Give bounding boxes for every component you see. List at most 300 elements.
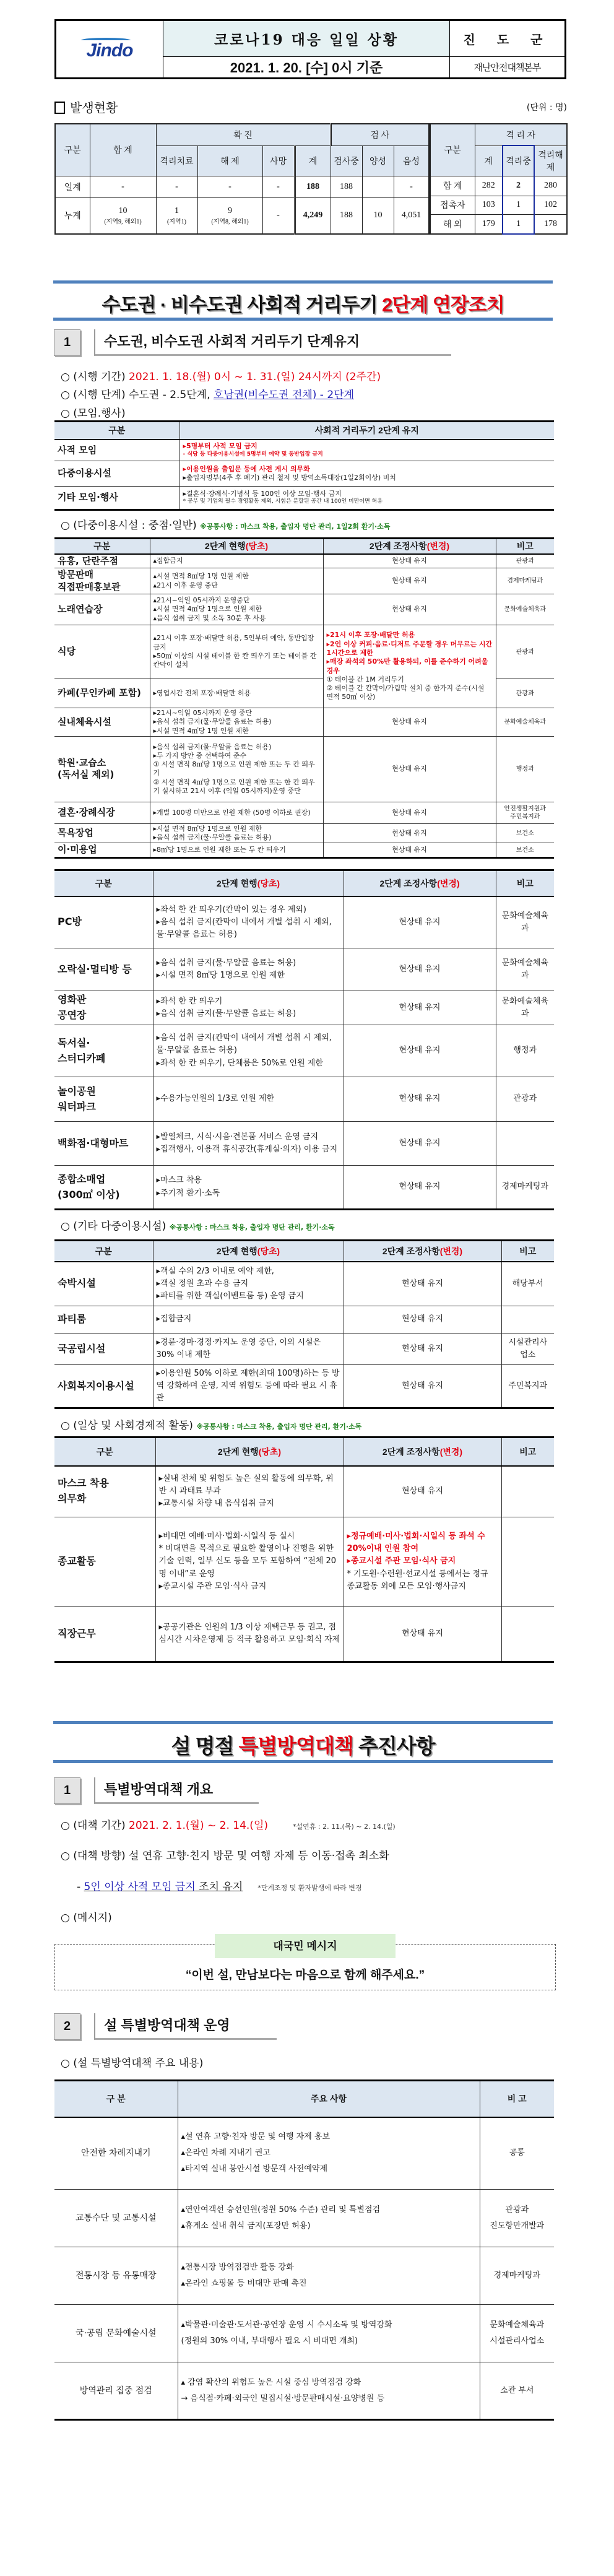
cell-line: ① 시설 면적 8㎡당 1명으로 인원 제한 또는 두 칸 띄우기 [153, 760, 315, 778]
table-row [55, 197, 429, 234]
cell-line: 현상태 유지 [402, 1628, 443, 1638]
cell-line: ▴ 감염 확산의 위험도 높은 시설 중심 방역점검 강화 [181, 2377, 361, 2387]
changed-rule-cell [344, 1607, 501, 1662]
cell-line: ▴21시 이후 포장·배달만 허용, 5인부터 예약, 동반입장 금지 [153, 634, 314, 651]
current-rule-cell [153, 1306, 344, 1334]
bullet-label: ○ (일상 및 사회경제적 활동) [61, 1420, 197, 1432]
bullet-gathering-ban [77, 1878, 362, 1893]
header-row [54, 539, 554, 554]
ban-tail: 조치 유지 [195, 1881, 243, 1893]
col-death: 사망 [262, 145, 295, 176]
changed-rule-cell [323, 708, 496, 737]
cell-line: ▸발열체크, 시식·시음·견본품 서비스 운영 금지 [156, 1132, 318, 1142]
name-cell [54, 1025, 153, 1077]
cell-line: (정원의 30% 이내, 부대행사 필요 시 비대면 개최) [181, 2336, 358, 2346]
report-header [54, 19, 566, 79]
cell-line: ▴시설 면적 8㎡당 1명 인원 제한 [153, 572, 249, 581]
cell-line: 결혼·장례식장 [58, 807, 115, 818]
col-category: 구분 [55, 124, 90, 176]
banner-text: 수도권 · 비수도권 사회적 거리두기 [102, 294, 383, 316]
negative-cell: - [394, 176, 429, 197]
cell-line: 카페(무인카페 포함) [58, 687, 141, 699]
cell-line: ▸좌석 한 칸 띄우기(칸막이 있는 경우 제외) [156, 904, 306, 914]
table-row [54, 554, 554, 568]
cell-line: ▸두 가지 방안 중 선택하여 준수 [153, 751, 247, 760]
cell-line: ▴휴게소 실내 취식 금지(포장만 허용) [181, 2221, 311, 2231]
bullet-label: ○ (기타 다중이용시설) [61, 1220, 170, 1233]
banner-title-2 [53, 1730, 553, 1759]
facility-rules-table-2 [54, 869, 554, 1210]
cell-line: 현상태 유지 [402, 1278, 443, 1288]
bullet-daily [61, 1416, 361, 1432]
col-total: 합 계 [90, 124, 156, 176]
name-cell [54, 1306, 153, 1334]
header-text: 구분 [93, 541, 111, 552]
header-text: 2단계 현행 [217, 1446, 259, 1457]
cell-line: ▸마스크 착용 [156, 1176, 202, 1186]
name-cell [54, 2247, 178, 2305]
banner-text: 설 명절 [171, 1735, 239, 1758]
death-cell: - [262, 197, 295, 234]
cell-line: 의무화 [58, 1493, 87, 1505]
name-cell [54, 487, 179, 510]
cell-line: 현상태 유지 [392, 605, 427, 614]
cell-line: ▸음식 섭취 금지(물·무알콜 음료는 허용) [153, 833, 272, 842]
cell-line: ▸2인 이상 커피·음료·디저트 주문할 경우 머무르는 시간 1시간으로 제한 [326, 640, 493, 657]
cell-line: 교통수단 및 교통시설 [75, 2213, 157, 2223]
cell-line: (300㎡ 이상) [58, 1188, 120, 1200]
header-text: 2단계 조정사항 [382, 1246, 440, 1256]
dash: - [77, 1881, 84, 1893]
gathering-rules-table [54, 420, 554, 511]
column-header [54, 870, 153, 896]
current-rule-cell [150, 802, 323, 823]
cell-line: ▸21시~익일 05시까지 운영 중단 [153, 709, 252, 717]
current-rule-cell [153, 1262, 344, 1306]
table-row [54, 461, 554, 487]
current-rule-cell [150, 625, 323, 679]
table-row [54, 991, 554, 1025]
table-row [54, 2190, 554, 2247]
table-row [54, 1166, 554, 1210]
current-rule-cell [179, 461, 554, 487]
cell-line: 문화예술체육과 [501, 958, 548, 980]
header-text: 구분 [108, 425, 126, 436]
col-positive: 양성 [362, 145, 394, 176]
note-cell [501, 1262, 554, 1306]
cell-line: ▸수용가능인원의 1/3로 인원 제한 [156, 1094, 275, 1104]
cell-line: ▸50㎡ 이상의 시설 테이블 한 칸 띄우기 또는 테이블 간 칸막이 설치 [153, 652, 317, 669]
header-text: 2단계 현행 [216, 1246, 257, 1256]
header-text: 주요 사항 [311, 2094, 347, 2104]
logo-text: Jindo [86, 40, 133, 61]
col-isolation-treatment: 격리치료 [156, 145, 197, 176]
section-number: 2 [54, 2013, 80, 2040]
note-cell [480, 2362, 554, 2420]
death-cell: - [262, 176, 295, 197]
current-rule-cell [153, 1334, 344, 1365]
column-header [150, 539, 323, 554]
col-total: 계 [475, 145, 503, 176]
cell-line: ② 테이블 간 칸막이/가림막 설치 중 한가지 준수(시설 면적 50㎡ 이상) [326, 684, 485, 701]
test-total-cell: 4,249 [295, 197, 331, 234]
cell-line: ▴시설 면적 4㎡당 1명으로 인원 제한 [153, 605, 262, 614]
testing-cell: 188 [331, 197, 362, 234]
column-header [496, 539, 554, 554]
header-row [54, 1241, 554, 1262]
cell-line: 기타 모임·행사 [58, 492, 118, 503]
other-facility-rules-table [54, 1239, 554, 1409]
current-rule-cell [153, 991, 344, 1025]
cell-line: 시설관리사업소 [508, 1337, 548, 1360]
current-rule-cell [153, 1365, 344, 1408]
name-cell [54, 1122, 153, 1166]
cell-line: 놀이공원 [58, 1085, 96, 1097]
cell-line: 현상태 유지 [392, 808, 427, 817]
column-header [178, 2081, 480, 2117]
col-testing: 검사중 [331, 145, 362, 176]
cell-line: ▸5명부터 사적 모임 금지 [183, 442, 257, 451]
name-cell [54, 896, 153, 948]
note-cell [480, 2117, 554, 2190]
changed-rule-cell [344, 1466, 501, 1517]
cell-line: 관광과 [505, 2205, 529, 2214]
header-row [54, 2081, 554, 2117]
cell-line: ▸시설 면적 8㎡당 1명으로 인원 제한 [156, 971, 285, 980]
cell-line: ▴타지역 실내 봉안시설 방문객 사전예약제 [181, 2164, 328, 2174]
name-cell [54, 461, 179, 487]
cell-line: * 공무 및 기업의 필수 경영활동 제외, 시험은 분할된 공간 내 100인 미만이면 허용 [183, 498, 383, 505]
changed-rule-cell [344, 1365, 501, 1408]
cell-line: 현상태 유지 [392, 557, 427, 565]
current-rule-cell [178, 2362, 480, 2420]
cell-line: 다중이용시설 [58, 467, 111, 479]
changed-rule-cell [323, 625, 496, 708]
cell-line: 문화예술체육과 [490, 2320, 545, 2330]
cell-line: ▸이용인원을 출입문 등에 사전 게시 의무화 [183, 464, 310, 473]
header-text: 구분 [96, 1446, 113, 1457]
note-cell [496, 1122, 554, 1166]
released-breakdown: (지역8, 해외1) [211, 218, 249, 225]
cell-line: ▸음식 섭취 금지(칸막이 내에서 개별 섭취 시 제외, 물·무알콜 음료는 허용) [156, 1033, 332, 1056]
bullet-main-contents: ○ (설 특별방역대책 주요 내용) [61, 2057, 204, 2070]
cell-line: 경제마케팅과 [493, 2271, 540, 2280]
current-rule-cell [153, 1166, 344, 1210]
report-title: 코로나19 대응 일일 상황 [163, 20, 450, 57]
header-text: 2단계 현행 [216, 878, 257, 888]
changed-rule-cell [344, 1122, 496, 1166]
note-cell [496, 802, 554, 823]
row-label: 접촉자 [430, 196, 475, 214]
name-cell [54, 1365, 153, 1408]
total-cell: 103 [475, 196, 503, 214]
name-cell [54, 1517, 155, 1607]
current-rule-cell [179, 487, 554, 510]
header-text: 2단계 조정사항 [369, 541, 427, 552]
name-cell [54, 625, 150, 679]
name-cell [54, 1466, 155, 1517]
col-in-quarantine: 격리중 [503, 145, 534, 176]
cell-line: 문화예술체육과 [504, 606, 547, 613]
note-cell [496, 568, 554, 594]
changed-rule-cell [344, 1306, 501, 1334]
total-cell: 282 [475, 176, 503, 196]
cell-line: ▸매장 좌석의 50%만 활용하되, 이를 준수하기 어려울 경우 [326, 657, 488, 675]
cell-line: 현상태 유지 [399, 1002, 441, 1012]
cell-line: 보건소 [516, 830, 534, 837]
cell-line: 관광과 [516, 690, 534, 697]
table-row [54, 2305, 554, 2362]
cell-line: 진도항만개발과 [490, 2221, 545, 2231]
column-header [54, 2081, 178, 2117]
current-rule-cell [178, 2247, 480, 2305]
banner-highlight: 2단계 연장조치 [382, 294, 504, 316]
period-value: 2021. 1. 18.(월) 0시 ~ 1. 31.(일) 24시까지 (2주간) [129, 371, 381, 383]
cell-line: 오락실·멀티방 등 [58, 963, 132, 975]
changed-rule-cell [323, 594, 496, 625]
column-header [344, 1241, 501, 1262]
section-title: 설 특별방역대책 운영 [94, 2013, 277, 2040]
table-row [55, 176, 429, 197]
current-rule-cell [150, 554, 323, 568]
cell-line: 사회복지이용시설 [58, 1379, 134, 1392]
table-row [54, 440, 554, 461]
name-cell [54, 1166, 153, 1210]
header-text: 2단계 조정사항 [382, 1446, 440, 1457]
note-cell [496, 1166, 554, 1210]
current-rule-cell [153, 1122, 344, 1166]
cell-line: (독서실 제외) [58, 769, 115, 781]
total-breakdown: (지역9, 해외1) [104, 218, 142, 225]
header-text: 구 분 [106, 2094, 126, 2104]
isolation-cell [156, 197, 197, 234]
table-row [54, 1262, 554, 1306]
column-header [54, 422, 179, 440]
header-text: (당초) [257, 1246, 280, 1256]
note-cell [480, 2247, 554, 2305]
cell-line: 식당 [58, 646, 76, 657]
note-cell [480, 2190, 554, 2247]
col-confirmed: 확 진 [156, 124, 331, 145]
quarantine-table [430, 123, 568, 235]
current-rule-cell [150, 594, 323, 625]
message-label: 대국민 메시지 [215, 1934, 396, 1958]
table-row [54, 2117, 554, 2190]
cell-line: ▸시설 면적 8㎡당 1명으로 인원 제한 [153, 824, 262, 833]
cell-line: 현상태 유지 [402, 1486, 443, 1496]
cell-line: ▸종교시설 주관 모임·식사 금지 [347, 1556, 456, 1566]
table-row [54, 1122, 554, 1166]
cell-line: 시설관리사업소 [490, 2336, 545, 2346]
jindo-logo [56, 20, 163, 79]
changed-rule-cell [344, 896, 496, 948]
cell-line: ▸실내 전체 및 위험도 높은 실외 활동에 의무화, 위반 시 과태료 부과 [158, 1474, 334, 1496]
name-cell [54, 1334, 153, 1365]
status-heading [54, 98, 118, 116]
bullet-measure-period [61, 1816, 396, 1832]
cell-line: ▸시설 면적 4㎡당 1명 인원 제한 [153, 726, 249, 735]
daily-activity-rules-table [54, 1436, 554, 1663]
cell-line: 영화관 [58, 994, 87, 1006]
changed-rule-cell [323, 843, 496, 858]
current-rule-cell [150, 823, 323, 843]
cell-line: ▸이용인원 50% 이하로 제한(최대 100명)하는 등 방역 강화하며 운영, 지역 위험도 등에 따라 필요 시 휴관 [156, 1368, 340, 1403]
name-cell [54, 1607, 155, 1662]
isolation-value: 1 [175, 206, 179, 215]
cell-line: ▸음식 섭취 금지(물·무알콜 음료는 허용) [153, 742, 272, 751]
header-text: (변경) [439, 1246, 463, 1256]
cell-line: * 기도원·수련원·선교시설 등에서는 정규 종교활동 외에 모든 모임·행사금지 [347, 1569, 488, 1591]
bullet-label: ○ (시행 단계) 수도권 - 2.5단계, [61, 389, 214, 401]
table-row [54, 896, 554, 948]
cell-line: ▸결혼식·장례식·기념식 등 100인 이상 모임·행사 금지 [183, 490, 342, 498]
cell-line: 마스크 착용 [58, 1477, 109, 1490]
cell-line: 행정과 [516, 765, 534, 773]
cell-line: 유흥, 단란주점 [58, 555, 118, 566]
cell-line: ▸비대면 예배·미사·법회·시일식 등 실시 [158, 1532, 295, 1542]
note-cell [496, 594, 554, 625]
column-header [496, 870, 554, 896]
table-row [54, 1607, 554, 1662]
col-test-total: 계 [295, 145, 331, 176]
cell-line: 국공립시설 [58, 1342, 106, 1355]
cell-line: 경제마케팅과 [501, 1182, 548, 1192]
cell-line: ▸종교시설 주관 모임·식사 금지 [158, 1581, 267, 1591]
col-category: 구분 [430, 124, 475, 176]
table-row [54, 1306, 554, 1334]
changed-rule-cell [323, 823, 496, 843]
released-cell: 102 [534, 196, 567, 214]
changed-rule-cell [344, 1025, 496, 1077]
table-row [430, 214, 567, 234]
current-rule-cell [153, 948, 344, 991]
current-rule-cell [178, 2190, 480, 2247]
cell-line: 직장근무 [58, 1627, 96, 1639]
header-text: 비고 [516, 541, 534, 552]
row-label: 일계 [55, 176, 90, 197]
cell-line: ▸21시 이후 포장·배달만 허용 [326, 631, 415, 640]
cell-line: - 식당 등 다중이용시설에 5명부터 예약 및 동반입장 금지 [183, 451, 323, 458]
holiday-note: *설연휴 : 2. 11.(목) ~ 2. 14.(일) [293, 1823, 396, 1831]
bullet-label: ○ (다중이용시설 : 중점·일반) [61, 519, 201, 532]
ban-text: 5인 이상 사적 모임 금지 [84, 1881, 196, 1893]
cell-line: 현상태 유지 [392, 718, 427, 726]
cell-line: 문화예술체육과 [504, 718, 547, 726]
cell-line: 직접판매홍보관 [58, 581, 121, 592]
note-cell [501, 1517, 554, 1607]
table-row [54, 487, 554, 510]
negative-cell: 4,051 [394, 197, 429, 234]
note-cell [501, 1607, 554, 1662]
released-value: 9 [228, 206, 232, 215]
banner-rule [53, 1721, 553, 1724]
total-cell [90, 197, 156, 234]
row-label: 합 계 [430, 176, 475, 196]
isolation-breakdown: (지역1) [167, 218, 186, 225]
note-cell [501, 1306, 554, 1334]
cell-line: 현상태 유지 [392, 765, 427, 773]
stage-value: 호남권(비수도권 전체) - 2단계 [213, 389, 354, 401]
table-row [54, 736, 554, 802]
name-cell [54, 679, 150, 708]
cell-line: ▸객실 수의 2/3 이내로 예약 제한, [156, 1266, 274, 1276]
column-header [501, 1438, 554, 1466]
table-row [54, 843, 554, 858]
cell-line: ▸파티를 위한 객실(이벤트룸 등) 운영 금지 [156, 1291, 304, 1301]
name-cell [54, 1262, 153, 1306]
facility-rules-table [54, 537, 554, 859]
cell-line: 보건소 [516, 846, 534, 854]
current-rule-cell [153, 1077, 344, 1122]
cell-line: 현상태 유지 [392, 829, 427, 838]
name-cell [54, 440, 179, 461]
header-text: 사회적 거리두기 2단계 유지 [314, 425, 419, 436]
row-label: 해 외 [430, 214, 475, 234]
header-row [54, 870, 554, 896]
note-cell [496, 708, 554, 737]
cell-line: 독서실· [58, 1036, 90, 1049]
header-text: 비고 [519, 1246, 537, 1256]
cell-line: 주민복지과 [510, 813, 540, 820]
cell-line: 현상태 유지 [402, 1343, 443, 1353]
cell-line: ▸경륜·경마·경정·카지노 운영 중단, 이외 시설은 30% 이내 제한 [156, 1337, 321, 1360]
cell-line: ▴21시~익일 05시까지 운영중단 [153, 596, 250, 605]
name-cell [54, 736, 150, 802]
table-row [54, 948, 554, 991]
released-cell: 280 [534, 176, 567, 196]
header-text: (당초) [245, 541, 269, 552]
cell-line: ▴박물관·미술관·도서관·공연장 운영 시 수시소독 및 방역강화 [181, 2320, 392, 2330]
column-header [54, 1438, 155, 1466]
period-value: 2021. 2. 1.(월) ~ 2. 14.(일) [129, 1819, 268, 1832]
column-header [179, 422, 554, 440]
header-text: 구분 [95, 878, 112, 888]
cell-line: ▴전통시장 방역점검반 활동 강화 [181, 2263, 294, 2272]
cell-line: 관광과 [513, 1094, 537, 1104]
cell-line: 사적 모임 [58, 444, 97, 456]
cell-line: PC방 [58, 916, 82, 928]
cell-line: 방역관리 집중 점검 [79, 2385, 152, 2396]
note-cell [501, 1334, 554, 1365]
changed-rule-cell [344, 991, 496, 1025]
column-header [323, 539, 496, 554]
cell-line: ▴연안여객선 승선인원(정원 50% 수준) 관리 및 특별점검 [181, 2205, 381, 2214]
bullet-label: ○ (대책 기간) [61, 1819, 129, 1832]
cell-line: 숙박시설 [58, 1277, 96, 1290]
header-text: 비고 [516, 878, 534, 888]
in-quarantine-cell: 1 [503, 196, 534, 214]
section-title: 특별방역대책 개요 [94, 1777, 259, 1804]
cell-line: ▴집합금지 [153, 557, 183, 565]
cell-line: 관광과 [516, 557, 534, 565]
name-cell [54, 948, 153, 991]
header-text: (변경) [439, 1446, 463, 1457]
cell-line: ▴음식 섭취 금지 및 소독 30분 후 사용 [153, 614, 266, 622]
cell-line: 현상태 유지 [399, 1094, 441, 1104]
positive-cell: 10 [362, 197, 394, 234]
cell-line: ▸객실 정원 초과 수용 금지 [156, 1278, 249, 1288]
cell-line: 안전생활지원과 [504, 805, 547, 812]
cell-line: ▸좌석 한 칸 띄우기 [156, 996, 223, 1006]
common-note: ※공통사항 : 마스크 착용, 출입자 명단 관리, 환기·소독 [196, 1423, 362, 1431]
table-row [54, 1025, 554, 1077]
section-number: 1 [54, 1777, 80, 1804]
cell-line: ▸주기적 환기·소독 [156, 1188, 220, 1198]
cell-line: 경제마케팅과 [507, 578, 543, 584]
cell-line: ▸교통시설 차량 내 음식섭취 금지 [158, 1499, 274, 1509]
name-cell [54, 823, 150, 843]
cell-line: ▴21시 이후 운영 중단 [153, 581, 218, 589]
